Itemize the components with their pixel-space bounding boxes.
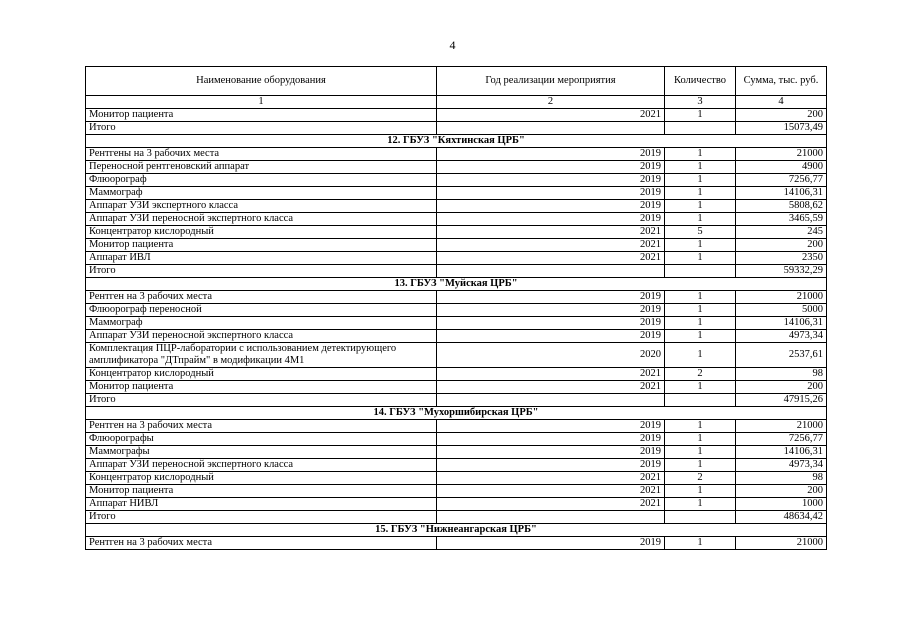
sum-cell: 4973,34	[736, 459, 827, 472]
section-header-row	[86, 524, 827, 537]
equipment-name: Рентгены на 3 рабочих места	[86, 148, 437, 161]
equipment-name: Концентратор кислородный	[86, 226, 437, 239]
qty-cell	[665, 394, 736, 407]
qty-cell: 1	[665, 252, 736, 265]
qty-cell: 1	[665, 317, 736, 330]
qty-cell: 5	[665, 226, 736, 239]
year-cell: 2021	[437, 485, 665, 498]
qty-cell: 1	[665, 498, 736, 511]
table-row	[86, 226, 827, 239]
equipment-name: Флюорографы	[86, 433, 437, 446]
equipment-name: Маммограф	[86, 317, 437, 330]
sum-cell: 14106,31	[736, 446, 827, 459]
table-row	[86, 187, 827, 200]
sum-cell: 21000	[736, 148, 827, 161]
equipment-name: Аппарат УЗИ переносной экспертного класса	[86, 213, 437, 226]
qty-cell: 1	[665, 433, 736, 446]
total-row	[86, 511, 827, 524]
year-cell: 2019	[437, 459, 665, 472]
table-row	[86, 343, 827, 368]
page-number: 4	[449, 38, 456, 52]
sum-cell: 1000	[736, 498, 827, 511]
year-cell: 2021	[437, 239, 665, 252]
equipment-name: Маммограф	[86, 187, 437, 200]
total-sum: 15073,49	[736, 122, 827, 135]
table-row	[86, 330, 827, 343]
total-row	[86, 265, 827, 278]
year-cell: 2019	[437, 304, 665, 317]
table-row	[86, 109, 827, 122]
equipment-name: Концентратор кислородный	[86, 368, 437, 381]
qty-cell: 1	[665, 174, 736, 187]
qty-cell: 1	[665, 187, 736, 200]
section-title: 13. ГБУЗ "Муйская ЦРБ"	[86, 278, 827, 291]
table-row	[86, 174, 827, 187]
sum-cell: 200	[736, 381, 827, 394]
sum-cell: 200	[736, 485, 827, 498]
year-cell: 2019	[437, 213, 665, 226]
qty-cell	[665, 265, 736, 278]
qty-cell: 1	[665, 381, 736, 394]
column-number: 1	[86, 96, 437, 109]
equipment-name: Монитор пациента	[86, 381, 437, 394]
year-cell: 2020	[437, 343, 665, 368]
table-row	[86, 498, 827, 511]
table-row	[86, 446, 827, 459]
table-row	[86, 381, 827, 394]
section-title: 14. ГБУЗ "Мухоршибирская ЦРБ"	[86, 407, 827, 420]
sum-cell: 7256,77	[736, 174, 827, 187]
year-cell: 2021	[437, 368, 665, 381]
table-row	[86, 200, 827, 213]
table-row	[86, 472, 827, 485]
qty-cell: 1	[665, 109, 736, 122]
year-cell: 2021	[437, 252, 665, 265]
total-row	[86, 122, 827, 135]
sum-cell: 21000	[736, 291, 827, 304]
column-number: 2	[437, 96, 665, 109]
year-cell: 2019	[437, 330, 665, 343]
qty-cell: 1	[665, 330, 736, 343]
section-title: 12. ГБУЗ "Кяхтинская ЦРБ"	[86, 135, 827, 148]
equipment-name: Рентген на 3 рабочих места	[86, 420, 437, 433]
total-label: Итого	[86, 394, 437, 407]
qty-cell: 1	[665, 148, 736, 161]
table-row	[86, 459, 827, 472]
year-cell: 2021	[437, 226, 665, 239]
equipment-name: Маммографы	[86, 446, 437, 459]
section-title: 15. ГБУЗ "Нижнеангарская ЦРБ"	[86, 524, 827, 537]
equipment-name: Аппарат НИВЛ	[86, 498, 437, 511]
table-row	[86, 161, 827, 174]
year-cell: 2021	[437, 472, 665, 485]
table-row	[86, 368, 827, 381]
header-row	[86, 67, 827, 96]
table-row	[86, 420, 827, 433]
qty-cell	[665, 511, 736, 524]
year-cell: 2019	[437, 174, 665, 187]
sum-cell: 4973,34	[736, 330, 827, 343]
qty-cell: 1	[665, 213, 736, 226]
table-body	[86, 109, 827, 550]
year-cell: 2019	[437, 200, 665, 213]
table-row	[86, 148, 827, 161]
sum-cell: 200	[736, 239, 827, 252]
column-number: 3	[665, 96, 736, 109]
equipment-name: Аппарат ИВЛ	[86, 252, 437, 265]
section-header-row	[86, 278, 827, 291]
equipment-name: Монитор пациента	[86, 109, 437, 122]
equipment-name: Монитор пациента	[86, 239, 437, 252]
sum-cell: 14106,31	[736, 187, 827, 200]
header-year: Год реализации мероприятия	[437, 67, 665, 96]
sum-cell: 5808,62	[736, 200, 827, 213]
equipment-name: Аппарат УЗИ экспертного класса	[86, 200, 437, 213]
table-row	[86, 304, 827, 317]
qty-cell: 1	[665, 459, 736, 472]
year-cell: 2019	[437, 317, 665, 330]
sum-cell: 2537,61	[736, 343, 827, 368]
sum-cell: 200	[736, 109, 827, 122]
qty-cell: 1	[665, 291, 736, 304]
sum-cell: 21000	[736, 420, 827, 433]
year-cell	[437, 511, 665, 524]
table-row	[86, 239, 827, 252]
qty-cell: 2	[665, 472, 736, 485]
total-label: Итого	[86, 122, 437, 135]
equipment-table	[85, 66, 827, 550]
equipment-name: Рентген на 3 рабочих места	[86, 537, 437, 550]
year-cell: 2019	[437, 537, 665, 550]
table-row	[86, 537, 827, 550]
sum-cell: 98	[736, 472, 827, 485]
qty-cell	[665, 122, 736, 135]
year-cell: 2019	[437, 291, 665, 304]
header-qty: Количество	[665, 67, 736, 96]
year-cell	[437, 265, 665, 278]
total-sum: 59332,29	[736, 265, 827, 278]
sum-cell: 3465,59	[736, 213, 827, 226]
table-row	[86, 291, 827, 304]
qty-cell: 1	[665, 304, 736, 317]
table-row	[86, 485, 827, 498]
table-row	[86, 433, 827, 446]
table-row	[86, 252, 827, 265]
year-cell: 2019	[437, 433, 665, 446]
qty-cell: 1	[665, 420, 736, 433]
equipment-name: Концентратор кислородный	[86, 472, 437, 485]
table-row	[86, 317, 827, 330]
sum-cell: 4900	[736, 161, 827, 174]
sum-cell: 7256,77	[736, 433, 827, 446]
equipment-name: Флюорограф переносной	[86, 304, 437, 317]
sum-cell: 5000	[736, 304, 827, 317]
year-cell: 2019	[437, 420, 665, 433]
sum-cell: 2350	[736, 252, 827, 265]
year-cell: 2021	[437, 381, 665, 394]
equipment-name: Флюорограф	[86, 174, 437, 187]
table-row	[86, 213, 827, 226]
year-cell	[437, 122, 665, 135]
year-cell: 2021	[437, 498, 665, 511]
qty-cell: 1	[665, 343, 736, 368]
equipment-name: Аппарат УЗИ переносной экспертного класса	[86, 459, 437, 472]
column-number: 4	[736, 96, 827, 109]
total-sum: 47915,26	[736, 394, 827, 407]
total-sum: 48634,42	[736, 511, 827, 524]
sum-cell: 21000	[736, 537, 827, 550]
qty-cell: 2	[665, 368, 736, 381]
section-header-row	[86, 407, 827, 420]
qty-cell: 1	[665, 446, 736, 459]
qty-cell: 1	[665, 161, 736, 174]
equipment-name: Переносной рентгеновский аппарат	[86, 161, 437, 174]
qty-cell: 1	[665, 200, 736, 213]
equipment-name: Монитор пациента	[86, 485, 437, 498]
sum-cell: 245	[736, 226, 827, 239]
year-cell: 2019	[437, 446, 665, 459]
year-cell: 2019	[437, 148, 665, 161]
header-name: Наименование оборудования	[86, 67, 437, 96]
year-cell	[437, 394, 665, 407]
year-cell: 2019	[437, 161, 665, 174]
equipment-name: Комплектация ПЦР-лаборатории с использованием детектирующего амплификатора "ДТпрайм" в модификации 4М1	[86, 343, 437, 368]
total-label: Итого	[86, 265, 437, 278]
year-cell: 2019	[437, 187, 665, 200]
qty-cell: 1	[665, 537, 736, 550]
equipment-name: Аппарат УЗИ переносной экспертного класса	[86, 330, 437, 343]
sum-cell: 14106,31	[736, 317, 827, 330]
sum-cell: 98	[736, 368, 827, 381]
equipment-name: Рентген на 3 рабочих места	[86, 291, 437, 304]
qty-cell: 1	[665, 485, 736, 498]
year-cell: 2021	[437, 109, 665, 122]
column-number-row	[86, 96, 827, 109]
header-sum: Сумма, тыс. руб.	[736, 67, 827, 96]
section-header-row	[86, 135, 827, 148]
qty-cell: 1	[665, 239, 736, 252]
total-label: Итого	[86, 511, 437, 524]
total-row	[86, 394, 827, 407]
